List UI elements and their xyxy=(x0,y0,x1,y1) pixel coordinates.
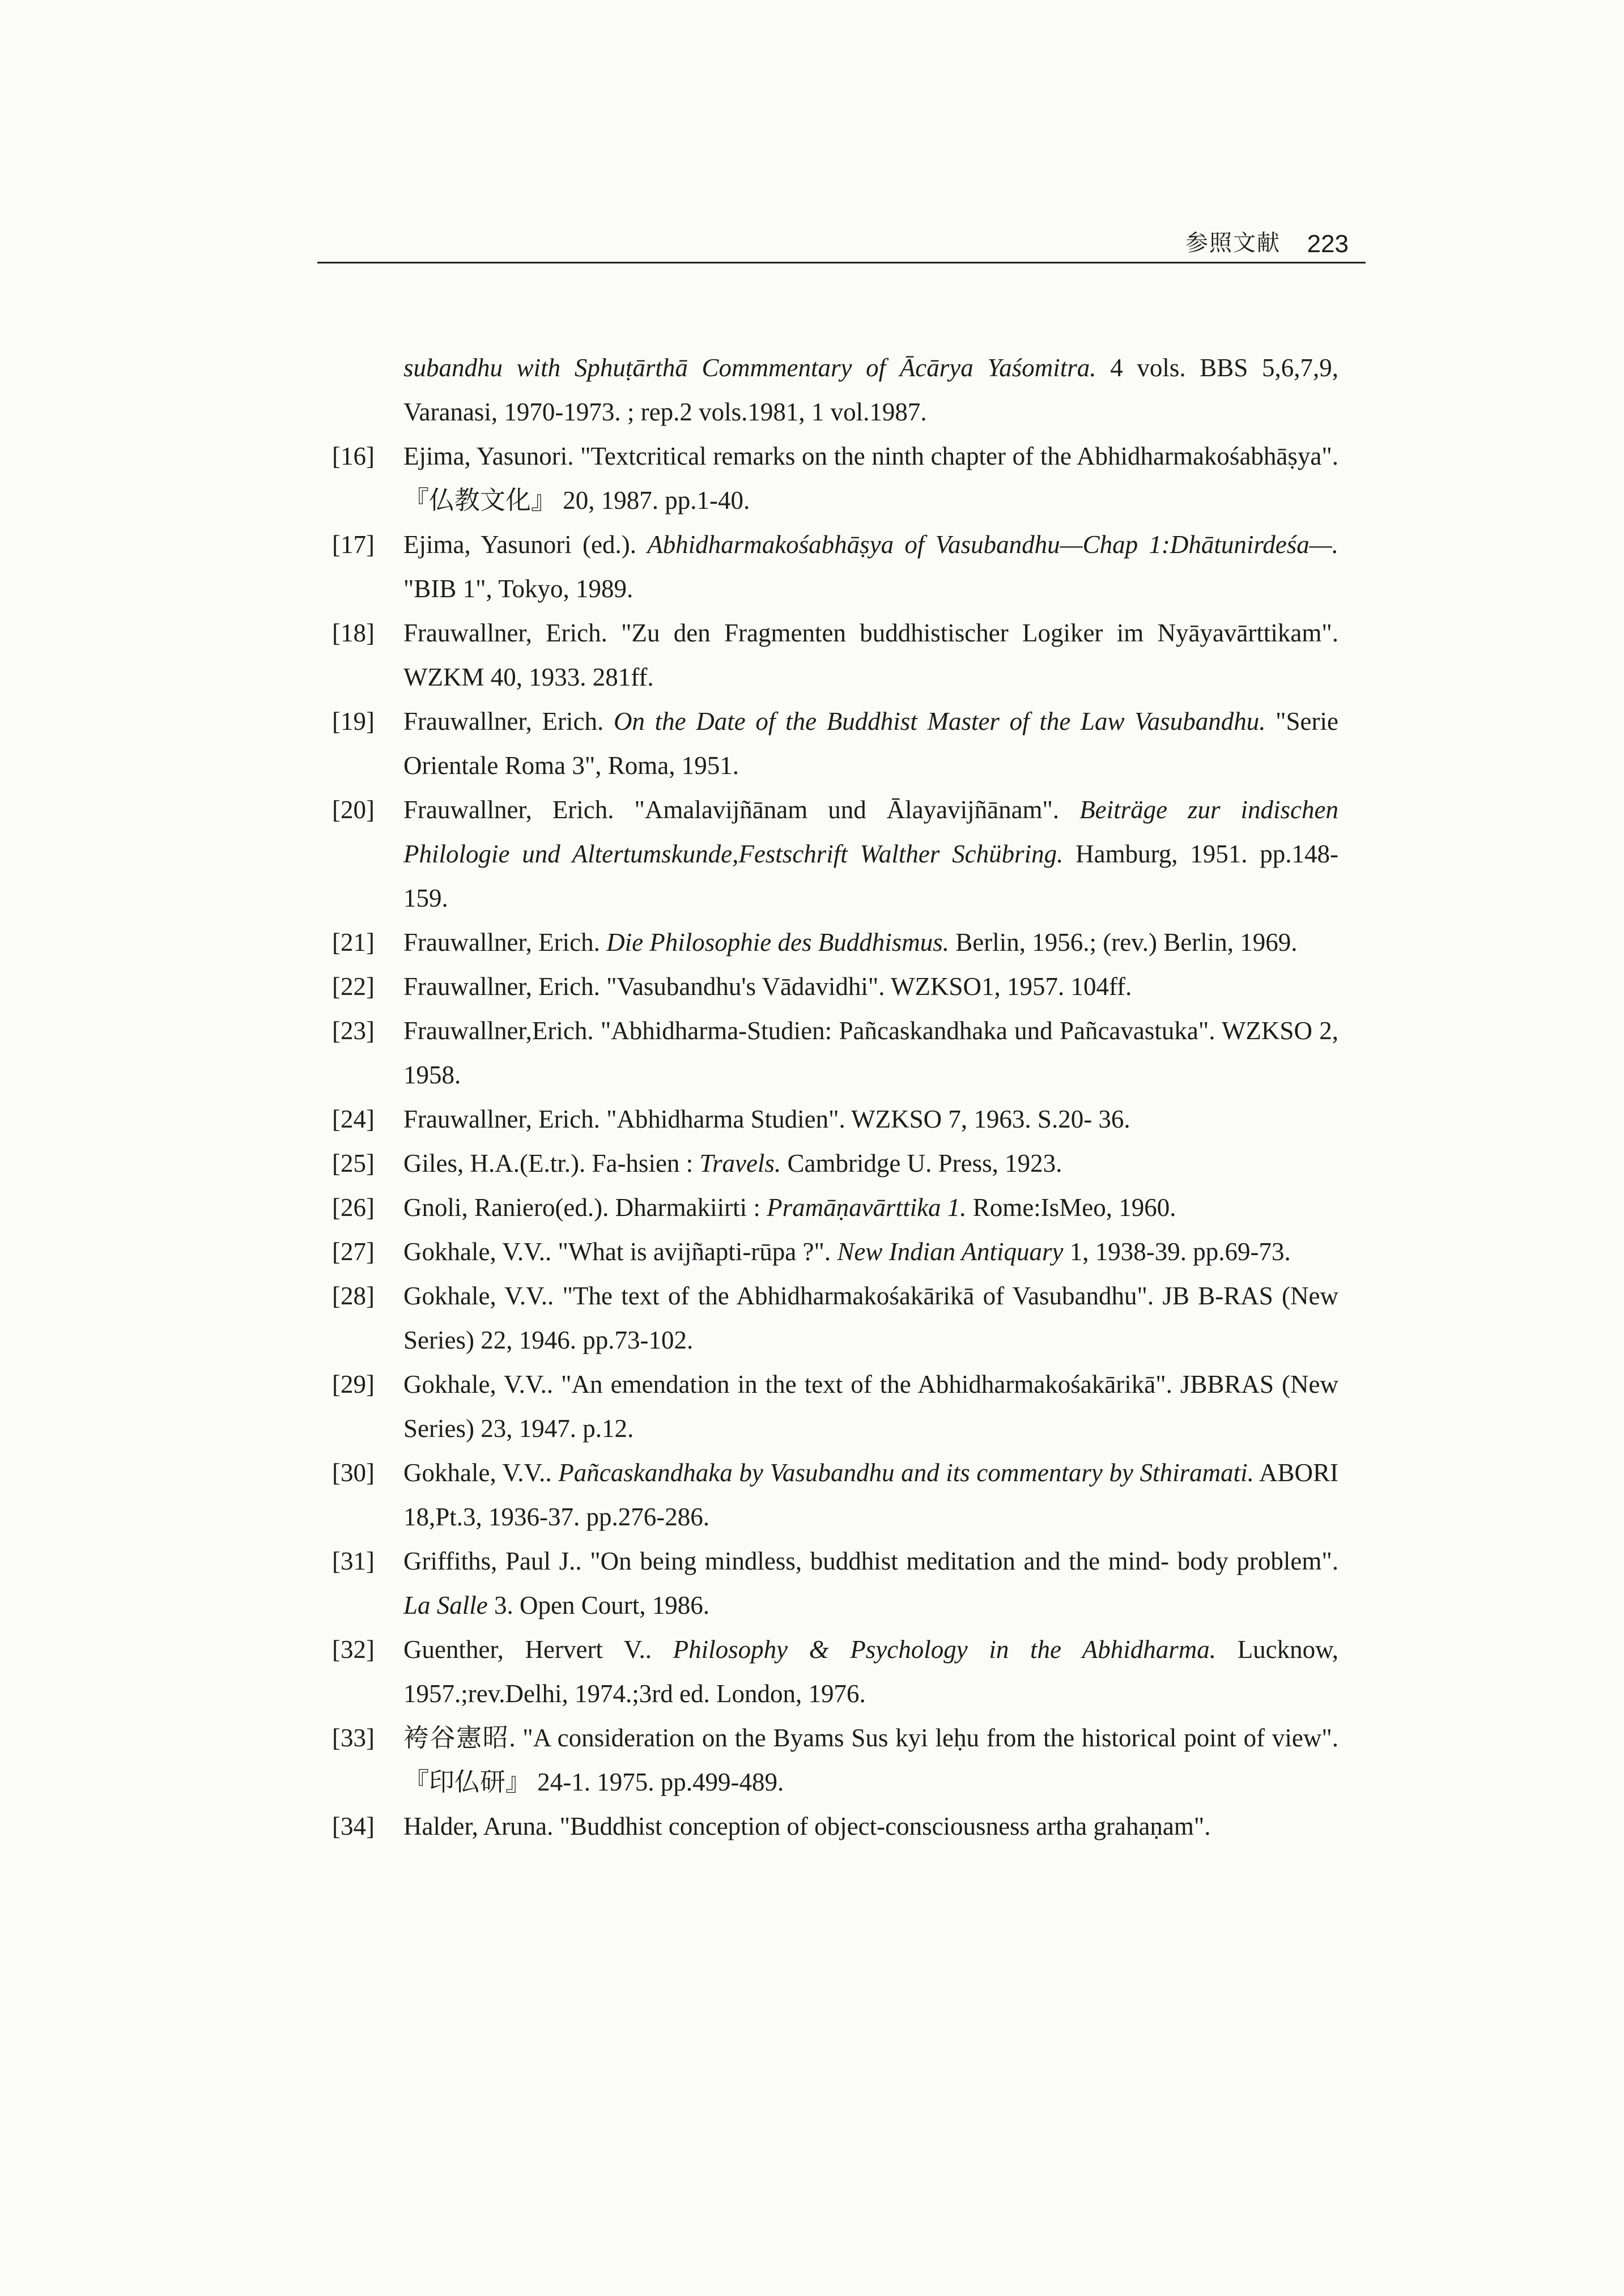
reference-entry xyxy=(332,1141,1338,1185)
reference-entry xyxy=(332,964,1338,1009)
reference-entry xyxy=(332,1539,1338,1627)
reference-text: Ejima, Yasunori (ed.). xyxy=(403,530,648,559)
reference-text: Giles, H.A.(E.tr.). Fa-hsien : xyxy=(403,1149,700,1177)
reference-text-tail: Hamburg, 1951. pp.148-159. xyxy=(403,840,1338,912)
reference-title-italic: Pañcaskandhaka by Vasubandhu and its commentary by Sthiramati. xyxy=(558,1459,1254,1487)
running-header xyxy=(317,227,1366,263)
reference-entry xyxy=(332,522,1338,611)
reference-text-tail: 3. Open Court, 1986. xyxy=(487,1591,709,1619)
reference-text-tail: "Serie Orientale Roma 3", Roma, 1951. xyxy=(403,707,1338,780)
reference-entry xyxy=(332,1804,1338,1848)
reference-number: [22] xyxy=(332,972,375,1001)
reference-text-tail: "BIB 1", Tokyo, 1989. xyxy=(403,575,634,603)
reference-number: [23] xyxy=(332,1017,375,1045)
reference-text-tail: Cambridge U. Press, 1923. xyxy=(781,1149,1062,1177)
reference-entry xyxy=(332,611,1338,699)
reference-entry xyxy=(332,1097,1338,1141)
reference-text: Frauwallner, Erich. xyxy=(403,707,614,735)
reference-title-italic: Abhidharmakośabhāṣya of Vasubandhu—Chap 1:Dhātunirdeśa—. xyxy=(647,530,1338,559)
reference-number: [31] xyxy=(332,1547,375,1575)
reference-number: [27] xyxy=(332,1238,375,1266)
reference-entry xyxy=(332,434,1338,522)
reference-number: [25] xyxy=(332,1149,375,1177)
reference-list xyxy=(332,346,1338,1848)
reference-text: Frauwallner, Erich. "Zu den Fragmenten buddhistischer Logiker im Nyāyavārttikam". WZKM 40, 1933. 281ff. xyxy=(403,619,1338,691)
reference-text-tail: Rome:IsMeo, 1960. xyxy=(966,1193,1176,1222)
reference-number: [24] xyxy=(332,1105,375,1133)
reference-title-italic: La Salle xyxy=(403,1591,488,1619)
reference-title-italic: New Indian Antiquary xyxy=(837,1238,1064,1266)
reference-entry xyxy=(332,920,1338,964)
reference-number: [17] xyxy=(332,530,375,559)
reference-text: Gokhale, V.V.. xyxy=(403,1459,559,1487)
reference-entry xyxy=(332,1362,1338,1451)
reference-title-italic: Philosophy & Psychology in the Abhidharma. xyxy=(673,1635,1217,1664)
reference-text: Griffiths, Paul J.. "On being mindless, buddhist meditation and the mind- body problem". xyxy=(403,1547,1338,1575)
reference-number: [21] xyxy=(332,928,375,956)
reference-text-tail: Berlin, 1956.; (rev.) Berlin, 1969. xyxy=(949,928,1298,956)
reference-number: [33] xyxy=(332,1724,375,1752)
reference-title-italic: Travels. xyxy=(699,1149,781,1177)
reference-text: 袴谷憲昭. "A consideration on the Byams Sus kyi leḥu from the historical point of view". 『印仏研』 24-1. 1975. pp.499-489. xyxy=(403,1724,1338,1796)
reference-title-italic: Pramāṇavārttika 1. xyxy=(767,1193,967,1222)
reference-number: [16] xyxy=(332,442,375,470)
reference-number: [30] xyxy=(332,1459,375,1487)
reference-continuation xyxy=(332,346,1338,434)
reference-text-tail: 1, 1938-39. pp.69-73. xyxy=(1063,1238,1291,1266)
reference-title-italic: Beiträge zur indischen Philologie und Altertumskunde,Festschrift Walther Schübring. xyxy=(403,796,1338,868)
reference-number: [32] xyxy=(332,1635,375,1664)
reference-text: Frauwallner, Erich. "Vasubandhu's Vādavidhi". WZKSO1, 1957. 104ff. xyxy=(403,972,1132,1001)
reference-text-tail: ABORI 18,Pt.3, 1936-37. pp.276-286. xyxy=(403,1459,1339,1531)
reference-text-tail: Lucknow, 1957.;rev.Delhi, 1974.;3rd ed. London, 1976. xyxy=(403,1635,1338,1708)
reference-entries xyxy=(332,434,1338,1848)
continuation-rest: 4 vols. BBS 5,6,7,9, Varanasi, 1970-1973. ; rep.2 vols.1981, 1 vol.1987. xyxy=(403,354,1338,426)
reference-number: [28] xyxy=(332,1282,375,1310)
reference-number: [20] xyxy=(332,796,375,824)
reference-text: Gokhale, V.V.. "What is avijñapti-rūpa ?". xyxy=(403,1238,837,1266)
reference-text: Gnoli, Raniero(ed.). Dharmakiirti : xyxy=(403,1193,767,1222)
reference-text: Gokhale, V.V.. "The text of the Abhidharmakośakārikā of Vasubandhu". JB B-RAS (New Series) 22, 1946. pp.73-102. xyxy=(403,1282,1338,1354)
reference-text: Halder, Aruna. "Buddhist conception of object-consciousness artha grahaṇam". xyxy=(403,1812,1211,1840)
reference-entry xyxy=(332,1274,1338,1362)
reference-text: Frauwallner, Erich. xyxy=(403,928,607,956)
reference-entry xyxy=(332,1185,1338,1230)
reference-entry xyxy=(332,788,1338,920)
reference-number: [26] xyxy=(332,1193,375,1222)
reference-text: Frauwallner,Erich. "Abhidharma-Studien: Pañcaskandhaka und Pañcavastuka". WZKSO 2, 1958. xyxy=(403,1017,1338,1089)
reference-text: Frauwallner, Erich. "Amalavijñānam und Ālayavijñānam". xyxy=(403,796,1080,824)
reference-text: Ejima, Yasunori. "Textcritical remarks on the ninth chapter of the Abhidharmakośabhāṣya". 『仏教文化』 20, 1987. pp.1-40. xyxy=(403,442,1338,515)
continuation-italic: subandhu with Sphuṭārthā Commmentary of Ācārya Yaśomitra. xyxy=(403,354,1096,382)
reference-entry xyxy=(332,1716,1338,1804)
reference-number: [34] xyxy=(332,1812,375,1840)
reference-entry xyxy=(332,1627,1338,1716)
reference-text: Guenther, Hervert V.. xyxy=(403,1635,673,1664)
page-number: 223 xyxy=(1307,230,1349,258)
reference-entry xyxy=(332,1009,1338,1097)
reference-entry xyxy=(332,1451,1338,1539)
reference-number: [18] xyxy=(332,619,375,647)
reference-text: Gokhale, V.V.. "An emendation in the text of the Abhidharmakośakārikā". JBBRAS (New Series) 23, 1947. p.12. xyxy=(403,1370,1338,1443)
reference-title-italic: On the Date of the Buddhist Master of the Law Vasubandhu. xyxy=(613,707,1266,735)
reference-number: [29] xyxy=(332,1370,375,1398)
reference-title-italic: Die Philosophie des Buddhismus. xyxy=(606,928,950,956)
header-title: 参照文献 xyxy=(1185,230,1281,256)
reference-entry xyxy=(332,1230,1338,1274)
reference-number: [19] xyxy=(332,707,375,735)
reference-text: Frauwallner, Erich. "Abhidharma Studien". WZKSO 7, 1963. S.20- 36. xyxy=(403,1105,1130,1133)
reference-entry xyxy=(332,699,1338,788)
